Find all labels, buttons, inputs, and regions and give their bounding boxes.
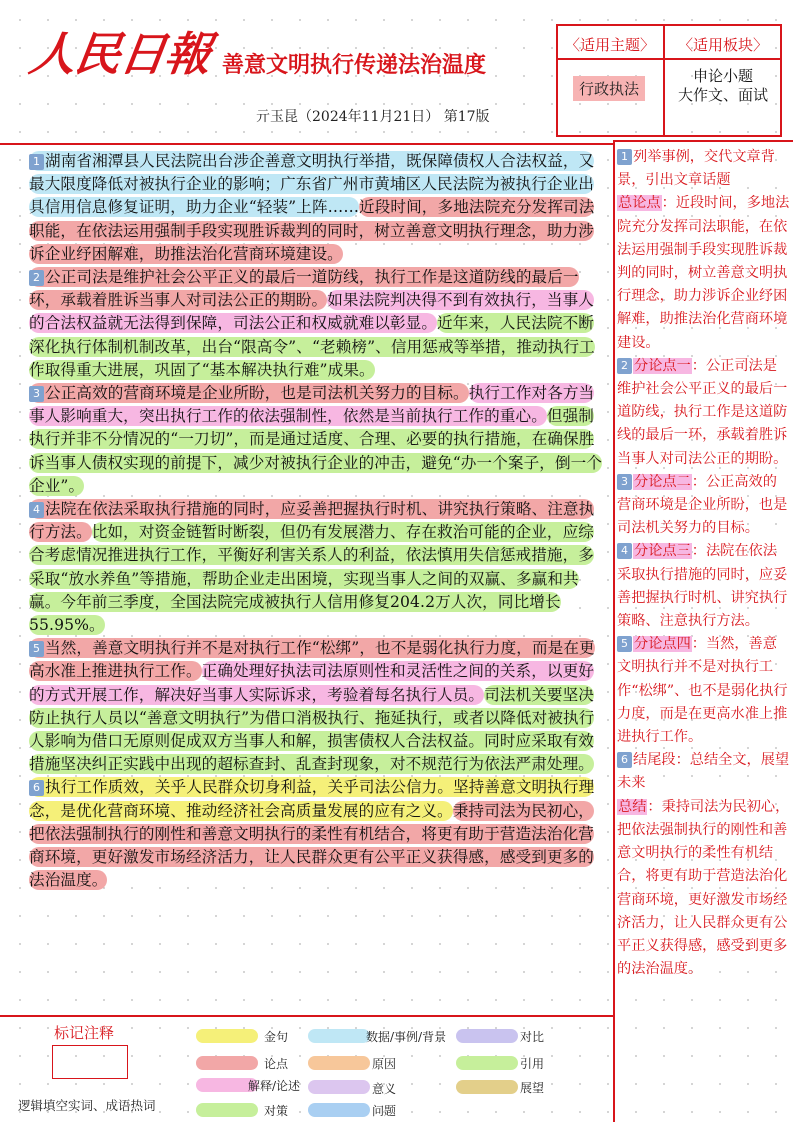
legend-swatch [456, 1056, 518, 1070]
highlight-thesis: 秉持司法为民初心，把依法强制执行的刚性和善意文明执行的柔性有机结合，将更有助于营造法治化营商环境，更好激发市场经济活力，让人民群众更有公平正义获得感，感受到更多的法治温度。 [29, 801, 594, 890]
topic-label: 〈适用主题〉 [564, 36, 655, 54]
legend-label: 意义 [372, 1082, 397, 1096]
analysis-sidebar [617, 146, 791, 981]
sidebar-tag: 总论点 [618, 195, 661, 212]
legend-title: 标记注释 [54, 1024, 115, 1042]
highlight-measure: 但强制执行并非不分情况的“一刀切”，而是通过适度、合理、必要的执行措施，在确保胜诉当事人债权实现的前提下，减少对被执行企业的冲击，避免“办一个案子，倒一个企业”。 [29, 407, 603, 495]
highlight-argument: 当然，善意文明执行并不是对执行工作“松绑”，也不是弱化执行力度，而是在更高水准上推进执行工作。 [29, 639, 595, 681]
legend-label: 论点 [264, 1057, 289, 1071]
sidebar-note-text: 列举事例，交代文章背景，引出文章话题 [617, 149, 775, 189]
section-label: 〈适用板块〉 [677, 36, 768, 54]
paragraph-number: 6 [29, 780, 44, 796]
paragraph-1 [9, 150, 607, 266]
newspaper-logo: 人民日報 [26, 27, 214, 81]
sidebar-note-3 [617, 471, 791, 541]
highlight-measure: 比如，对资金链暂时断裂，但仍有发展潜力、存在救治可能的企业，应综合考虑情况推进执行工作，平衡好利害关系人的利益，依法慎用失信惩戒措施，多采取“放水养鱼”等措施，帮助企业走出困境，实现当事人之间的双赢、多赢和共赢。今年前三季度，全国法院完成被执行人信用修复204.2万人次，同比增长55.95%。 [29, 523, 594, 635]
paragraph-number: 5 [617, 636, 632, 652]
sidebar-note-1b [617, 192, 791, 354]
sidebar-tag: 分论点四 [634, 636, 691, 653]
legend-swatch [456, 1029, 518, 1043]
paragraph-6 [9, 776, 607, 892]
paragraph-number: 1 [617, 149, 632, 165]
column-divider [613, 140, 615, 1122]
sidebar-note-5 [617, 633, 791, 749]
highlight-thesis: 近段时间，多地法院充分发挥司法职能，在依法运用强制手段实现胜诉裁判的同时，树立善意文明执行理念，助力涉诉企业纾困解难，助推法治化营商环境建设。 [29, 198, 595, 263]
legend-label: 对比 [520, 1030, 545, 1044]
legend-swatch [196, 1029, 258, 1043]
highlight-explanation: 如果法院判决得不到有效执行，当事人的合法权益就无法得到保障，司法公正和权威就难以彰显。 [29, 291, 594, 333]
section-value [667, 67, 779, 105]
paragraph-3 [9, 382, 607, 498]
sidebar-tag: 分论点二 [634, 473, 691, 490]
paragraph-number: 4 [29, 502, 44, 518]
legend-swatch [308, 1103, 370, 1117]
sidebar-note-text: ：近段时间，多地法院充分发挥司法职能，在依法运用强制手段实现胜诉裁判的同时，树立善意文明执行理念，助力涉诉企业纾困解难，助推法治化营商环境建设。 [617, 195, 790, 351]
header-rule [0, 143, 613, 145]
paragraph-number: 1 [29, 154, 44, 170]
byline: 亓玉昆（2024年11月21日） 第17版 [256, 109, 490, 125]
paragraph-number: 6 [617, 752, 632, 768]
topic-box-divider [663, 24, 665, 137]
legend-label: 引用 [520, 1057, 545, 1071]
sidebar-tag: 分论点一 [634, 357, 691, 374]
sidebar-note-4 [617, 540, 791, 633]
highlight-argument: 公正司法是维护社会公平正义的最后一道防线，执行工作是这道防线的最后一环，承载着胜诉当事人对司法公正的期盼。 [29, 268, 579, 310]
sidebar-note-text: ：公正司法是维护社会公平正义的最后一道防线，执行工作是这道防线的最后一环，承载着胜诉当事人对司法公正的期盼。 [617, 357, 788, 467]
sidebar-tag: 分论点三 [634, 543, 691, 560]
highlight-explanation: 执行工作对各方当事人影响重大，突出执行工作的依法强制性，依然是当前执行工作的重心。 [29, 384, 595, 426]
topic-box-header-rule [556, 58, 782, 60]
paragraph-number: 2 [617, 358, 632, 374]
sidebar-note-text: ：法院在依法采取执行措施的同时，应妥善把握执行时机、讲究执行策略、注意执行方法。 [617, 543, 788, 630]
sidebar-note-text: ：秉持司法为民初心，把依法强制执行的刚性和善意文明执行的柔性有机结合，将更有助于营造法治化营商环境，更好激发市场经济活力，让人民群众更有公平正义获得感，感受到更多的法治温度。 [617, 798, 790, 978]
legend-label: 解释/论述 [248, 1079, 301, 1093]
section-value-line: 申论小题 [692, 67, 753, 85]
highlight-argument: 法院在依法采取执行措施的同时，应妥善把握执行时机、讲究执行策略、注意执行方法。 [29, 500, 595, 542]
highlight-measure: 近年来，人民法院不断深化执行体制机制改革，出台“限高令”、“老赖榜”、信用惩戒等举措，推动执行工作取得重大进展，巩固了“基本解决执行难”成果。 [29, 314, 595, 379]
article-headline: 善意文明执行传递法治温度 [222, 52, 487, 78]
sidebar-top-rule [613, 140, 793, 142]
legend-label: 数据/事例/背景 [366, 1030, 447, 1044]
legend-label: 对策 [264, 1104, 289, 1118]
sidebar-tag: 总结 [618, 798, 647, 815]
sidebar-note-6 [617, 749, 791, 795]
sidebar-note-text: ：公正高效的营商环境是企业所盼，也是司法机关努力的目标。 [617, 473, 788, 537]
paragraph-number: 3 [617, 474, 632, 490]
sidebar-note-1 [617, 146, 791, 192]
sidebar-note-text: 结尾段：总结全文，展望未来 [617, 752, 790, 792]
section-value-line: 大作文、面试 [677, 86, 768, 104]
article-body [9, 150, 607, 893]
highlight-quote: 执行工作质效，关乎人民群众切身利益，关乎司法公信力。坚持善意文明执行理念，是优化营商环境、推动经济社会高质量发展的应有之义。 [29, 778, 595, 820]
sidebar-note-2 [617, 355, 791, 471]
legend-label: 金句 [264, 1030, 289, 1044]
legend-label: 原因 [372, 1057, 397, 1071]
legend-caption: 逻辑填空实词、成语热词 [18, 1098, 156, 1113]
highlight-background: 湖南省湘潭县人民法院出台涉企善意文明执行举措，既保障债权人合法权益，又最大限度降低对被执行企业的影响；广东省广州市黄埔区人民法院为被执行企业出具信用信息修复证明，助力企业“轻装”上阵…… [29, 152, 595, 217]
legend-swatch [196, 1056, 258, 1070]
paragraph-5 [9, 637, 607, 776]
highlight-measure: 司法机关要坚决防止执行人员以“善意文明执行”为借口消极执行、拖延执行，或者以降低对被执行人影响为借口无原则促成双方当事人和解，损害债权人合法权益。同时应采取有效措施坚决纠正实践中出现的超标查封、乱查封现象，对不规范行为依法严肃处理。 [29, 685, 595, 774]
legend-label: 展望 [520, 1081, 545, 1095]
legend-rule [0, 1015, 613, 1017]
paragraph-2 [9, 266, 607, 382]
paragraph-number: 5 [29, 641, 44, 657]
legend-swatch [308, 1056, 370, 1070]
paragraph-number: 3 [29, 386, 44, 402]
paragraph-number: 2 [29, 270, 44, 286]
paragraph-4 [9, 498, 607, 637]
paragraph-number: 4 [617, 543, 632, 559]
legend-swatch [456, 1080, 518, 1094]
topic-value: 行政执法 [573, 76, 645, 101]
legend-swatch [196, 1103, 258, 1117]
legend-swatch [308, 1029, 370, 1043]
highlight-explanation: 正确处理好执法司法原则性和灵活性之间的关系，以更好的方式开展工作，解决好当事人实际诉求，考验着每名执行人员。 [29, 662, 594, 704]
legend-label: 问题 [372, 1104, 397, 1118]
sidebar-note-text: ：当然，善意文明执行并不是对执行工作“松绑”、也不是弱化执行力度，而是在更高水准上推进执行工作。 [617, 636, 788, 746]
legend-sample-box [52, 1045, 128, 1079]
sidebar-note-6b [617, 796, 791, 982]
highlight-argument: 公正高效的营商环境是企业所盼，也是司法机关努力的目标。 [45, 384, 469, 403]
legend-swatch [308, 1080, 370, 1094]
